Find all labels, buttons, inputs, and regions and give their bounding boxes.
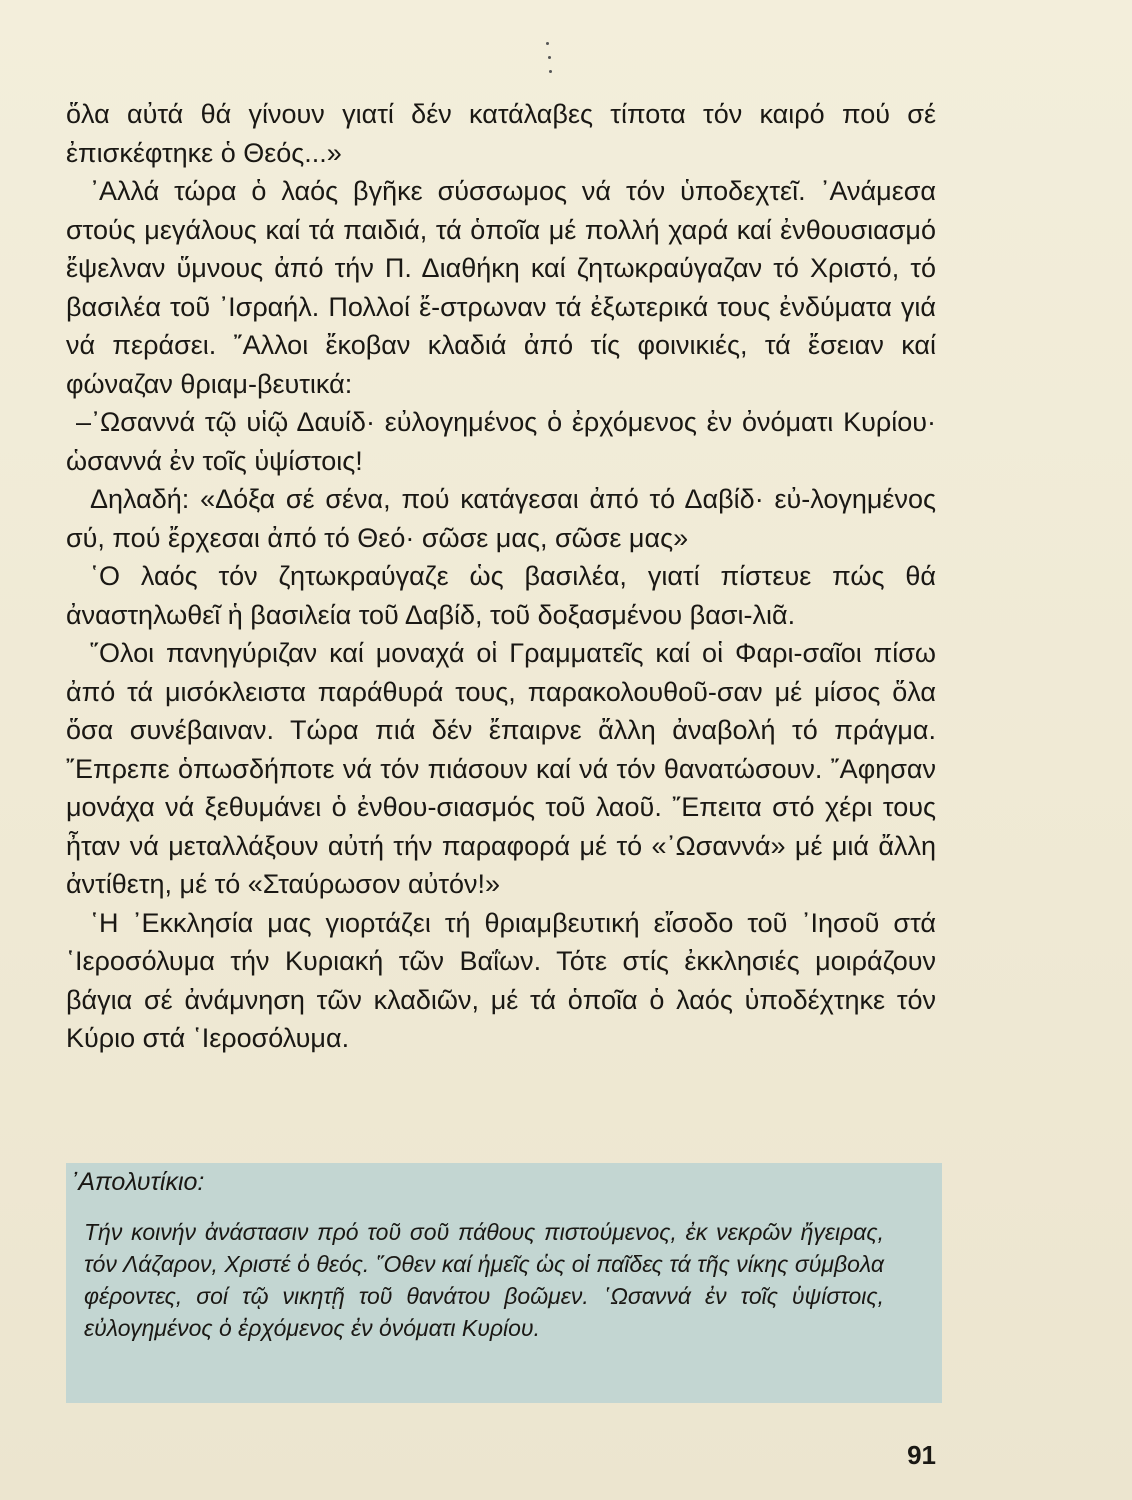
main-text <box>66 95 936 1058</box>
paragraph: Δηλαδή: «Δόξα σέ σένα, πού κατάγεσαι ἀπό τό Δαβίδ· εὐ-λογημένος σύ, πού ἔρχεσαι ἀπό τό Θεό· σῶσε μας, σῶσε μας» <box>66 484 936 553</box>
scan-speck <box>548 56 551 59</box>
paragraph: –᾿Ωσαννά τῷ υἱῷ Δαυίδ· εὐλογημένος ὁ ἐρχόμενος ἐν ὀνόματι Κυρίου· ὡσαννά ἐν τοῖς ὑψίστοις! <box>66 407 936 476</box>
scan-speck <box>546 42 549 45</box>
paragraph: ῞Ολοι πανηγύριζαν καί μοναχά οἱ Γραμματεῖς καί οἱ Φαρι-σαῖοι πίσω ἀπό τά μισόκλειστα παράθυρά τους, παρακολουθοῦ-σαν μέ μίσος ὅλα ὅσα συνέβαιναν. Τώρα πιά δέν ἔπαιρνε ἄλλη ἀναβολή τό πράγμα. ῎Επρεπε ὁπωσδήποτε νά τόν πιάσουν καί νά τόν θανατώσουν. ῎Αφησαν μονάχα νά ξεθυμάνει ὁ ἐνθου-σιασμός τοῦ λαοῦ. ῎Επειτα στό χέρι τους ἦταν νά μεταλλάξουν αὐτή τήν παραφορά μέ τό «᾿Ωσαννά» μέ μιά ἄλλη ἀντίθετη, μέ τό «Σταύρωσον αὐτόν!» <box>66 638 936 899</box>
scan-speck <box>549 70 552 73</box>
paragraph: ῾Ο λαός τόν ζητωκραύγαζε ὡς βασιλέα, γιατί πίστευε πώς θά ἀναστηλωθεῖ ἡ βασιλεία τοῦ Δαβίδ, τοῦ δοξασμένου βασι-λιᾶ. <box>66 561 936 630</box>
apolytikio-label: ᾿Απολυτίκιο: <box>70 1168 205 1196</box>
paragraph: ῾Η ᾿Εκκλησία μας γιορτάζει τή θριαμβευτική εἴσοδο τοῦ ᾿Ιησοῦ στά ῾Ιεροσόλυμα τήν Κυριακή τῶν Βαΐων. Τότε στίς ἐκκλησιές μοιράζουν βάγια σέ ἀνάμνηση τῶν κλαδιῶν, μέ τά ὁποῖα ὁ λαός ὑποδέχτηκε τόν Κύριο στά ῾Ιεροσόλυμα. <box>66 907 936 1053</box>
apolytikio-text: Τήν κοινήν ἀνάστασιν πρό τοῦ σοῦ πάθους πιστούμενος, ἐκ νεκρῶν ἤγειρας, τόν Λάζαρον, Χριστέ ὁ θεός. ῞Οθεν καί ἡμεῖς ὡς οἱ παῖδες τά τῆς νίκης σύμβολα φέροντες, σοί τῷ νικητῇ τοῦ θανάτου βοῶμεν. ῾Ωσαννά ἐν τοῖς ὑψίστοις, εὐλογημένος ὁ ἐρχόμενος ἐν ὀνόματι Κυρίου. <box>84 1219 884 1341</box>
paragraph: ᾿Αλλά τώρα ὁ λαός βγῆκε σύσσωμος νά τόν ὑποδεχτεῖ. ᾿Ανάμεσα στούς μεγάλους καί τά παιδιά, τά ὁποῖα μέ πολλή χαρά καί ἐνθουσιασμό ἔψελναν ὕμνους ἀπό τήν Π. Διαθήκη καί ζητωκραύγαζαν τό Χριστό, τό βασιλέα τοῦ ᾿Ισραήλ. Πολλοί ἔ-στρωναν τά ἐξωτερικά τους ἐνδύματα γιά νά περάσει. ῎Αλλοι ἔκοβαν κλαδιά ἀπό τίς φοινικιές, τά ἔσειαν καί φώναζαν θριαμ-βευτικά: <box>66 176 936 399</box>
page-number: 91 <box>907 1440 936 1470</box>
paragraph: ὅλα αὐτά θά γίνουν γιατί δέν κατάλαβες τίποτα τόν καιρό πού σέ ἐπισκέφτηκε ὁ Θεός...» <box>66 99 936 168</box>
